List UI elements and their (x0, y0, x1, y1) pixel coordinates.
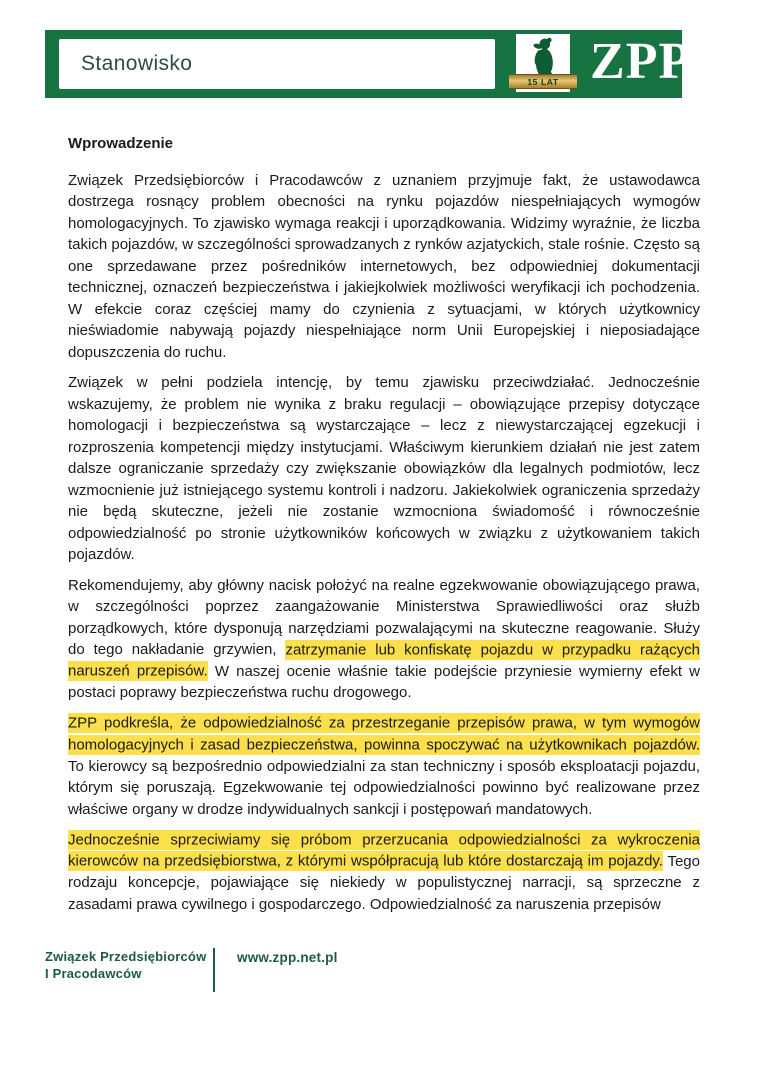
header-banner (45, 30, 692, 98)
paragraph-text: To kierowcy są bezpośrednio odpowiedzialni za stan techniczny i sposób eksploatacji pojazdu, którym się poruszają. Egzekwowanie tej odpowiedzialności powinno być realizowane przez właściwe organy w drodze indywidualnych sankcji i postępowań mandatowych. (68, 757, 700, 818)
paragraph-text: Związek Przedsiębiorców i Pracodawców z uznaniem przyjmuje fakt, że ustawodawca dostrzega rosnący problem obecności na rynku pojazdów niespełniających wymogów homologacyjnych. To zjawisko wymaga reakcji i uporządkowania. Widzimy wyraźnie, że liczba takich pojazdów, w szczególności sprowadzanych z rynków azjatyckich, stale rośnie. Często są one sprzedawane przez pośredników internetowych, bez odpowiedniej dokumentacji technicznej, oznaczeń bezpieczeństwa i jakiejkolwiek możliwości weryfikacji ich pochodzenia. W efekcie coraz częściej mamy do czynienia z sytuacjami, w których użytkownicy nieświadomie nabywają pojazdy niespełniające norm Unii Europejskiej i nieposiadające dopuszczenia do ruchu. (68, 171, 700, 361)
organization-name-line2: I Pracodawców (45, 966, 142, 981)
paragraph (68, 713, 700, 821)
highlighted-text: ZPP podkreśla, że odpowiedzialność za przestrzeganie przepisów prawa, w tym wymogów homologacyjnych i zasad bezpieczeństwa, powinna spoczywać na użytkownikach pojazdów. (68, 714, 700, 753)
logo-acronym: ZPP (590, 32, 692, 90)
paragraph (68, 829, 700, 915)
document-paragraphs (68, 170, 700, 916)
paragraph (68, 170, 700, 364)
document-body (68, 133, 700, 924)
highlighted-text: Jednocześnie sprzeciwiamy się próbom przerzucania odpowiedzialności za wykroczenia kierowców na przedsiębiorstwa, z którymi współpracują lub które dostarczają im pojazdy. (68, 831, 700, 870)
footer-divider (213, 948, 215, 992)
website-text: www.zpp.net.pl (237, 950, 338, 965)
paragraph-text: Związek w pełni podziela intencję, by temu zjawisku przeciwdziałać. Jednocześnie wskazujemy, że problem nie wynika z braku regulacji – obowiązujące przepisy dotyczące homologacji i bezpieczeństwa są wystarczające – lecz z niewystarczającej egzekucji i rozproszenia kompetencji między instytucjami. Właściwym kierunkiem działań nie jest zatem dalsze ograniczanie sprzedaży czy zwiększanie obowiązków dla legalnych podmiotów, lecz wzmocnienie już istniejącego systemu kontroli i nadzoru. Jakiekolwiek ograniczenia sprzedaży nie będą skuteczne, jeżeli nie zostanie wzmocniona świadomość i równocześnie odpowiedzialność po stronie użytkowników końcowych w związku z użytkowaniem takich pojazdów. (68, 374, 700, 563)
paragraph (68, 575, 700, 704)
paragraph (68, 372, 700, 566)
section-heading: Wprowadzenie (68, 135, 174, 152)
document-type-label: Stanowisko (81, 52, 193, 75)
document-type-box (59, 39, 495, 89)
anniversary-badge-label: 15 LAT (527, 76, 559, 87)
highlighted-text: zatrzymanie lub konfiskatę pojazdu w przypadku rażących naruszeń przepisów. (68, 641, 700, 680)
anniversary-badge (509, 74, 577, 89)
zpp-logo (516, 34, 570, 92)
organization-name-line1: Związek Przedsiębiorców (45, 949, 207, 964)
page-footer (45, 948, 338, 992)
paragraph-text: W naszej ocenie właśnie takie podejście przyniesie wymierny efekt w postaci poprawy bezpieczeństwa ruchu drogowego. (68, 662, 700, 701)
paragraph-text: Tego rodzaju koncepcje, pojawiające się niekiedy w populistycznej narracji, są sprzeczne z zasadami prawa cywilnego i gospodarczego. Odpowiedzialność za naruszenia przepisów (68, 852, 700, 913)
paragraph-text: Rekomendujemy, aby główny nacisk położyć na realne egzekwowanie obowiązującego prawa, w szczególności poprzez zaangażowanie Ministerstwa Sprawiedliwości oraz służb porządkowych, które dysponują narzędziami pozwalającymi na skuteczne reagowanie. Służy do tego nakładanie grzywien, (68, 576, 700, 658)
organization-name (45, 948, 213, 982)
